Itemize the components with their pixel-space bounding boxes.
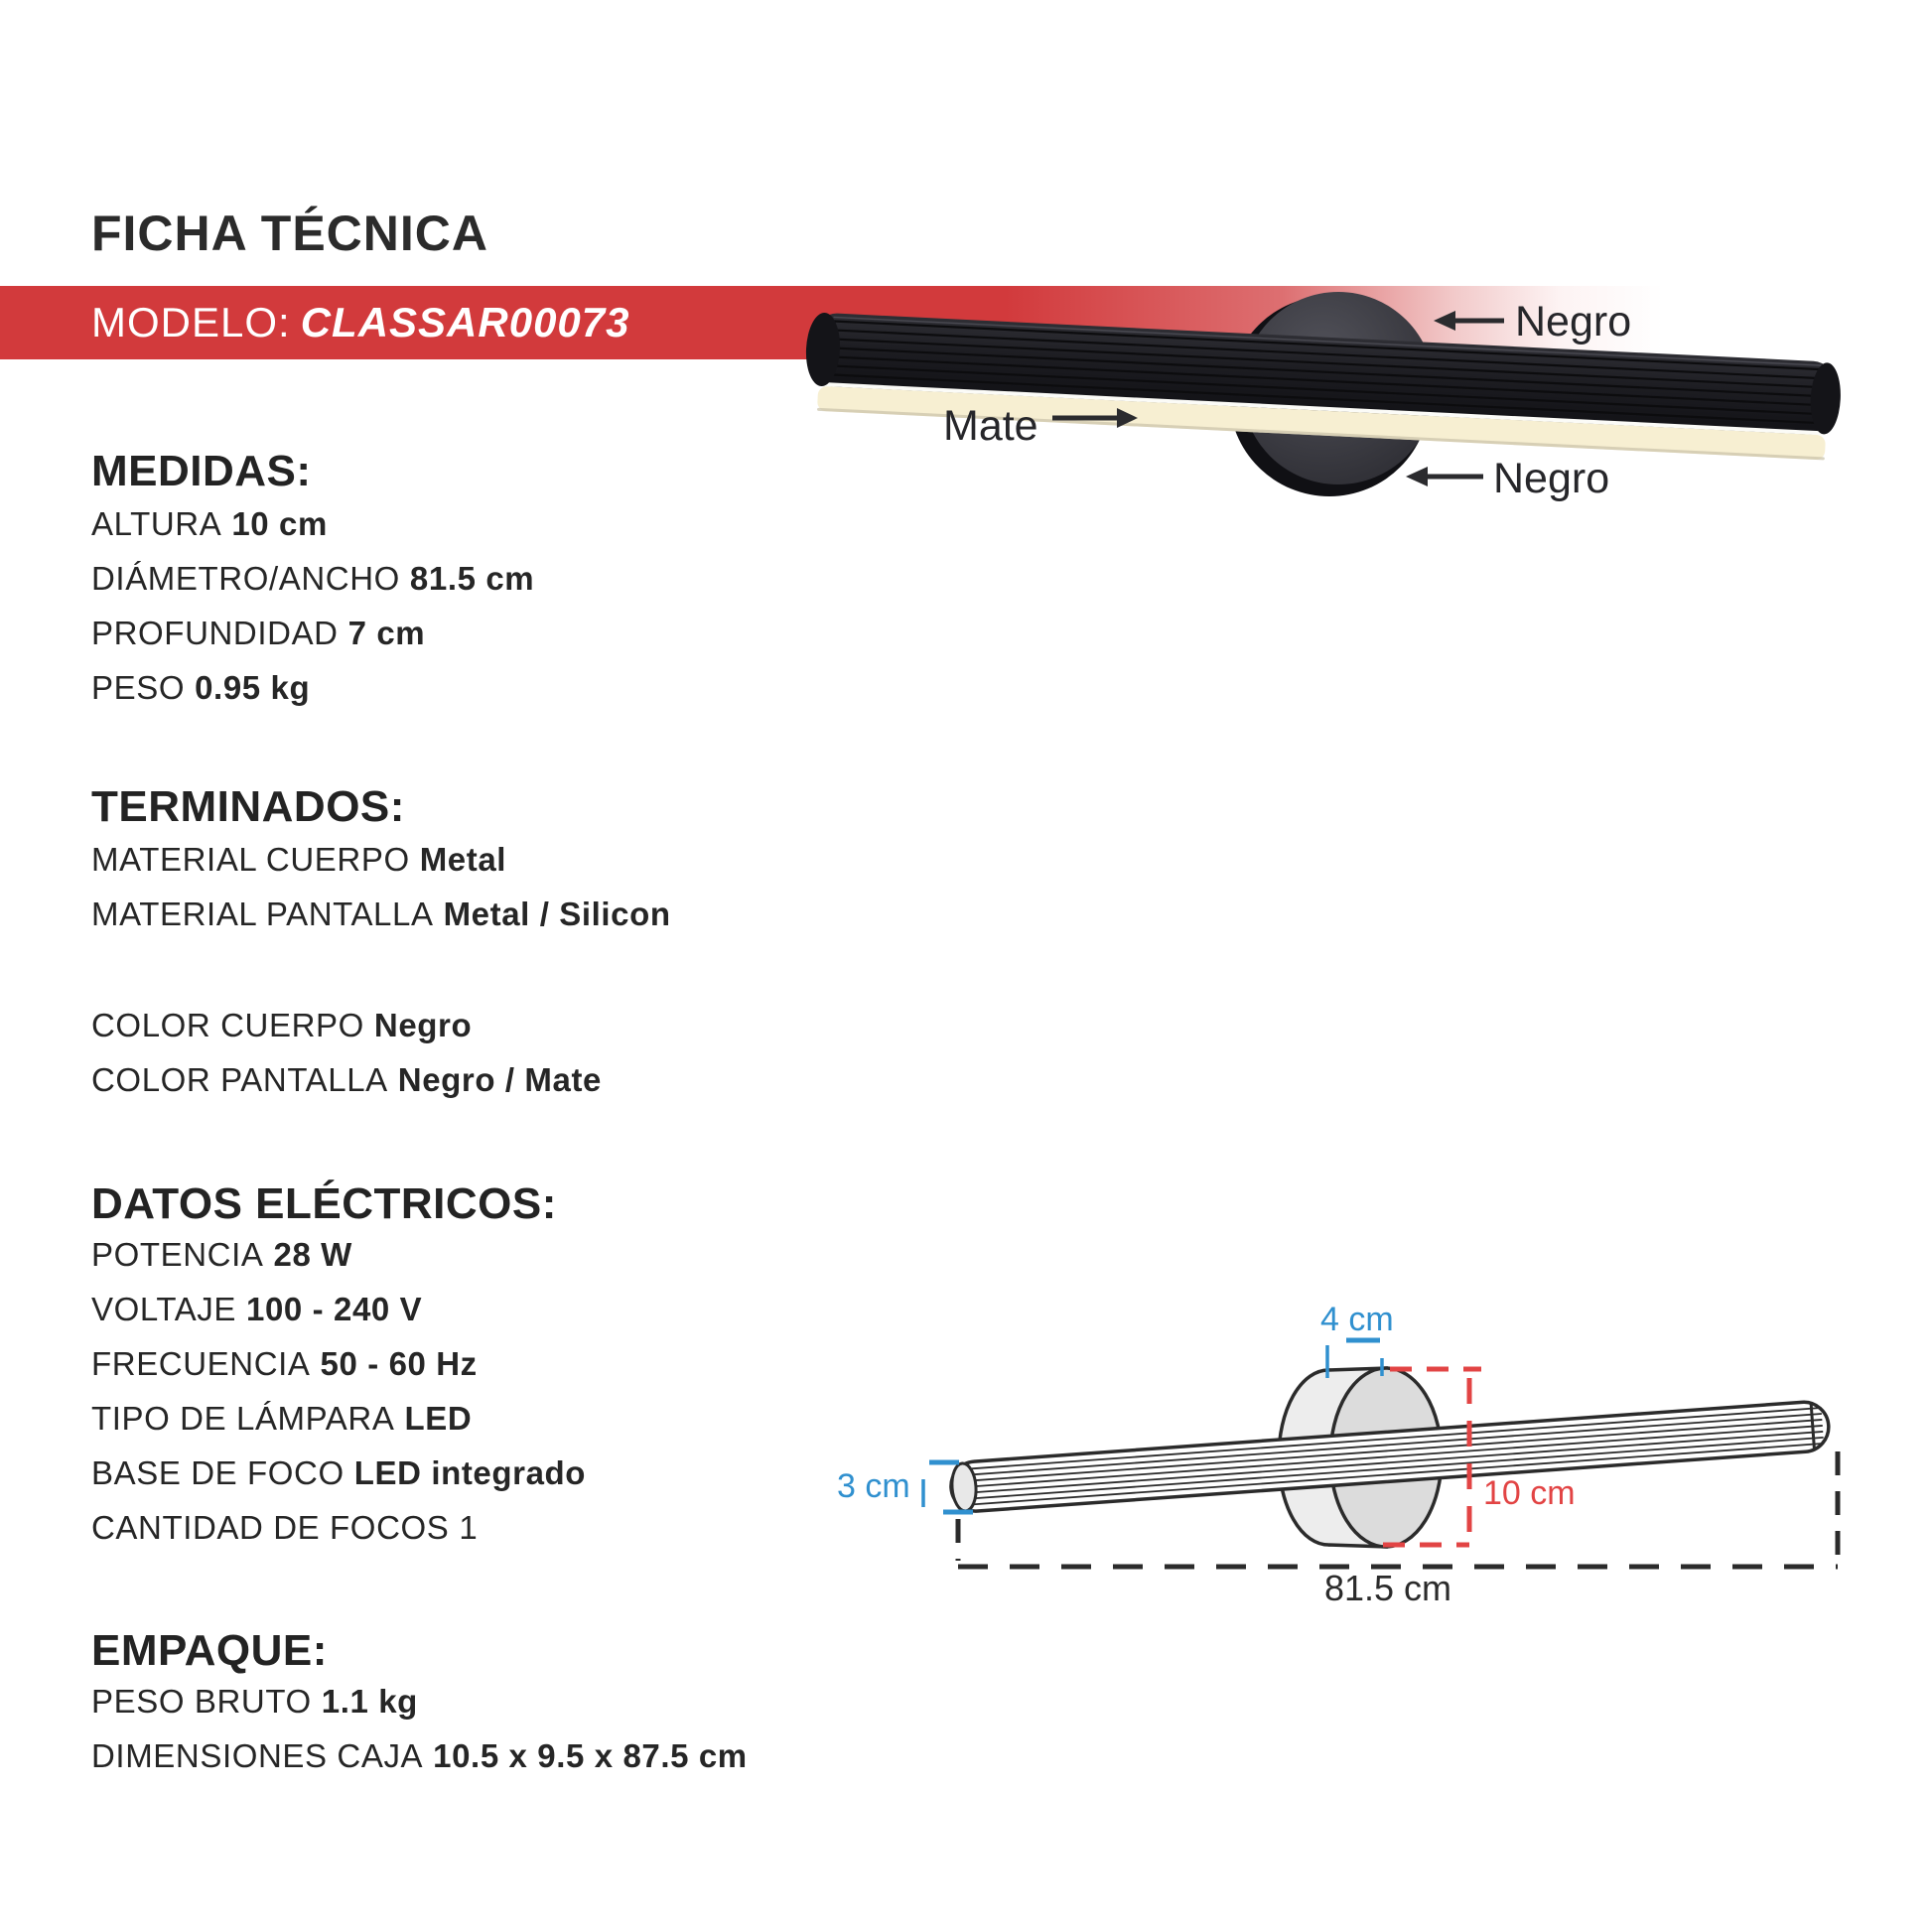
spec-row-tipo-lampara	[91, 1391, 586, 1446]
spec-label: PROFUNDIDAD	[91, 615, 339, 651]
dim-total-width-label: 81.5 cm	[1323, 1568, 1452, 1608]
spec-value: Negro / Mate	[397, 1061, 602, 1098]
dim-disc-height-label: 10 cm	[1483, 1474, 1576, 1512]
spec-label: DIÁMETRO/ANCHO	[91, 560, 400, 597]
dim-bar-diameter-label: 3 cm	[837, 1467, 910, 1505]
spec-label: PESO	[91, 669, 186, 706]
mate-label: Mate	[943, 402, 1038, 450]
section-medidas	[91, 496, 534, 715]
model-value: CLASSAR00073	[300, 299, 630, 345]
dim-disc-depth-label: 4 cm	[1320, 1301, 1394, 1338]
spec-label: ALTURA	[91, 505, 222, 542]
spec-value: LED	[404, 1400, 473, 1437]
section-heading-empaque: EMPAQUE:	[91, 1626, 328, 1675]
spec-value: Metal / Silicon	[443, 896, 671, 932]
spec-row-peso-bruto	[91, 1674, 748, 1728]
arrow-left-icon	[1434, 311, 1504, 331]
spec-row-frecuencia	[91, 1336, 586, 1391]
spec-row-dimensiones-caja	[91, 1728, 748, 1783]
spec-label: MATERIAL PANTALLA	[91, 896, 434, 932]
spec-value: 28 W	[273, 1236, 352, 1273]
spec-value: 100 - 240 V	[246, 1291, 423, 1327]
section-terminados	[91, 832, 671, 1107]
spec-row-material-pantalla	[91, 887, 671, 941]
spec-value: 1.1 kg	[321, 1683, 418, 1720]
spec-label: TIPO DE LÁMPARA	[91, 1400, 395, 1437]
spec-row-peso	[91, 660, 534, 715]
spec-row-color-cuerpo	[91, 998, 671, 1052]
spec-row-color-pantalla	[91, 1052, 671, 1107]
spec-row-base-foco	[91, 1446, 586, 1500]
spec-label: DIMENSIONES CAJA	[91, 1737, 424, 1774]
spec-value: 10 cm	[231, 505, 328, 542]
negro-top-label: Negro	[1515, 298, 1632, 345]
section-empaque	[91, 1674, 748, 1783]
spec-label: COLOR PANTALLA	[91, 1061, 388, 1098]
spec-label: CANTIDAD DE FOCOS	[91, 1509, 450, 1546]
spec-label: POTENCIA	[91, 1236, 264, 1273]
section-heading-terminados: TERMINADOS:	[91, 782, 405, 831]
section-heading-medidas: MEDIDAS:	[91, 447, 312, 495]
model-label: MODELO:	[91, 299, 291, 345]
negro-bottom-label: Negro	[1493, 455, 1610, 502]
spec-label: BASE DE FOCO	[91, 1454, 345, 1491]
spec-value: 50 - 60 Hz	[320, 1345, 478, 1382]
spec-label: COLOR CUERPO	[91, 1007, 364, 1043]
spec-label: FRECUENCIA	[91, 1345, 311, 1382]
product-photo	[764, 253, 1876, 541]
spec-value: Negro	[373, 1007, 473, 1043]
spec-value: 10.5 x 9.5 x 87.5 cm	[433, 1737, 748, 1774]
spec-label: MATERIAL CUERPO	[91, 841, 410, 878]
page-title: FICHA TÉCNICA	[91, 206, 489, 261]
section-datos-electricos	[91, 1227, 586, 1555]
spec-value: Metal	[419, 841, 507, 878]
spec-value: 1	[459, 1509, 479, 1546]
spec-value: 81.5 cm	[409, 560, 535, 597]
spec-row-voltaje	[91, 1282, 586, 1336]
spec-row-potencia	[91, 1227, 586, 1282]
spec-row-diametro	[91, 551, 534, 606]
section-heading-datos-electricos: DATOS ELÉCTRICOS:	[91, 1179, 557, 1228]
model-banner-text	[91, 299, 630, 346]
spec-row-altura	[91, 496, 534, 551]
spec-row-profundidad	[91, 606, 534, 660]
spec-value: 7 cm	[347, 615, 426, 651]
spec-label: PESO BRUTO	[91, 1683, 312, 1720]
spec-row-material-cuerpo	[91, 832, 671, 887]
arrow-left-icon	[1406, 467, 1483, 486]
spec-label: VOLTAJE	[91, 1291, 237, 1327]
spec-row-cantidad-focos	[91, 1500, 586, 1555]
spec-value: LED integrado	[353, 1454, 587, 1491]
spec-value: 0.95 kg	[195, 669, 311, 706]
dimension-diagram	[611, 1271, 1891, 1628]
